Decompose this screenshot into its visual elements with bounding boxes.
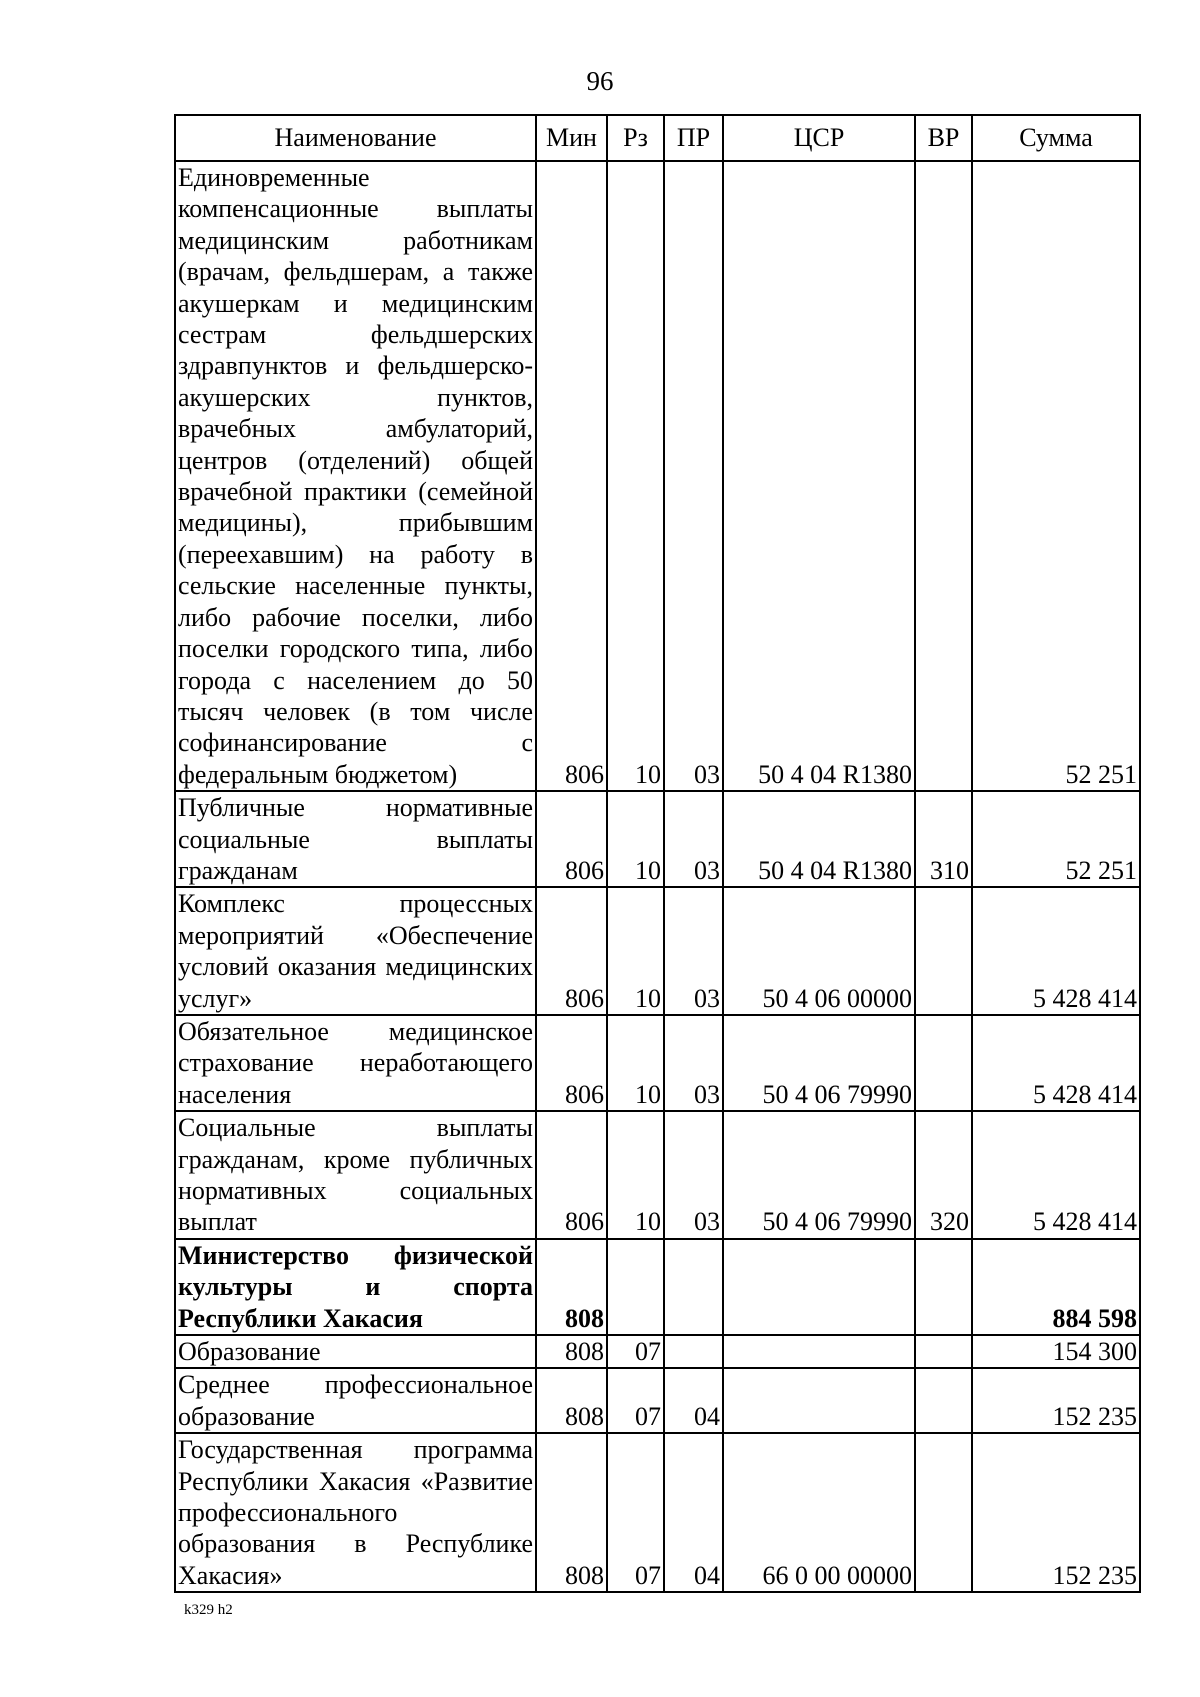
row-vr — [915, 1433, 972, 1592]
row-name: Комплекс процессных мероприятий «Обеспечение условий оказания медицинских услуг» — [175, 887, 536, 1015]
row-csr: 50 4 04 R1380 — [723, 161, 915, 791]
row-min: 806 — [536, 161, 607, 791]
row-csr — [723, 1239, 915, 1335]
row-sum: 152 235 — [972, 1368, 1140, 1433]
row-sum: 5 428 414 — [972, 1111, 1140, 1239]
row-sum: 52 251 — [972, 161, 1140, 791]
table-row — [175, 1335, 1140, 1368]
row-pr — [664, 1239, 723, 1335]
row-pr: 03 — [664, 887, 723, 1015]
row-name: Среднее профессиональное образование — [175, 1368, 536, 1433]
row-name: Государственная программа Республики Хакасия «Развитие профессионального образования в Республике Хакасия» — [175, 1433, 536, 1592]
header-min: Мин — [536, 115, 607, 161]
row-sum: 152 235 — [972, 1433, 1140, 1592]
row-csr — [723, 1335, 915, 1368]
row-name: Образование — [175, 1335, 536, 1368]
row-sum: 154 300 — [972, 1335, 1140, 1368]
row-vr — [915, 1015, 972, 1111]
row-name: Обязательное медицинское страхование неработающего населения — [175, 1015, 536, 1111]
row-rz: 07 — [607, 1368, 664, 1433]
row-rz: 10 — [607, 887, 664, 1015]
row-name: Публичные нормативные социальные выплаты гражданам — [175, 791, 536, 887]
row-min: 808 — [536, 1335, 607, 1368]
row-sum: 52 251 — [972, 791, 1140, 887]
header-vr: ВР — [915, 115, 972, 161]
row-min: 808 — [536, 1239, 607, 1335]
row-vr — [915, 887, 972, 1015]
row-min: 806 — [536, 887, 607, 1015]
row-pr: 03 — [664, 161, 723, 791]
row-rz: 10 — [607, 1015, 664, 1111]
header-rz: Рз — [607, 115, 664, 161]
row-vr: 310 — [915, 791, 972, 887]
row-csr: 66 0 00 00000 — [723, 1433, 915, 1592]
row-rz: 07 — [607, 1335, 664, 1368]
row-vr — [915, 1239, 972, 1335]
table-row — [175, 1368, 1140, 1433]
row-rz: 10 — [607, 1111, 664, 1239]
row-name: Социальные выплаты гражданам, кроме публичных нормативных социальных выплат — [175, 1111, 536, 1239]
row-vr — [915, 1335, 972, 1368]
row-pr: 03 — [664, 1111, 723, 1239]
header-csr: ЦСР — [723, 115, 915, 161]
table-row — [175, 161, 1140, 791]
row-vr: 320 — [915, 1111, 972, 1239]
row-pr: 04 — [664, 1433, 723, 1592]
row-csr: 50 4 06 00000 — [723, 887, 915, 1015]
row-sum: 884 598 — [972, 1239, 1140, 1335]
row-sum: 5 428 414 — [972, 887, 1140, 1015]
table-row — [175, 1433, 1140, 1592]
row-name: Единовременные компенсационные выплаты медицинским работникам (врачам, фельдшерам, а также акушеркам и медицинским сестрам фельдшерских здравпунктов и фельдшерско-акушерских пунктов, врачебных амбулаторий, центров (отделений) общей врачебной практики (семейной медицины), прибывшим (переехавшим) на работу в сельские населенные пункты, либо рабочие поселки, либо поселки городского типа, либо города с населением до 50 тысяч человек (в том числе софинансирование с федеральным бюджетом) — [175, 161, 536, 791]
table-row — [175, 791, 1140, 887]
table-row — [175, 1239, 1140, 1335]
row-rz: 10 — [607, 161, 664, 791]
table-header-row — [175, 115, 1140, 161]
row-vr — [915, 1368, 972, 1433]
row-pr: 04 — [664, 1368, 723, 1433]
row-rz: 07 — [607, 1433, 664, 1592]
table-row — [175, 1111, 1140, 1239]
row-vr — [915, 161, 972, 791]
footer-code: k329 h2 — [184, 1602, 233, 1618]
row-pr: 03 — [664, 791, 723, 887]
row-csr: 50 4 04 R1380 — [723, 791, 915, 887]
row-min: 806 — [536, 791, 607, 887]
row-csr: 50 4 06 79990 — [723, 1111, 915, 1239]
row-pr: 03 — [664, 1015, 723, 1111]
row-sum: 5 428 414 — [972, 1015, 1140, 1111]
row-rz: 10 — [607, 791, 664, 887]
header-name: Наименование — [175, 115, 536, 161]
row-name: Министерство физической культуры и спорта Республики Хакасия — [175, 1239, 536, 1335]
row-rz — [607, 1239, 664, 1335]
header-pr: ПР — [664, 115, 723, 161]
row-min: 808 — [536, 1433, 607, 1592]
row-pr — [664, 1335, 723, 1368]
page-number: 96 — [586, 66, 614, 96]
table-row — [175, 1015, 1140, 1111]
row-csr: 50 4 06 79990 — [723, 1015, 915, 1111]
row-csr — [723, 1368, 915, 1433]
table-row — [175, 887, 1140, 1015]
header-sum: Сумма — [972, 115, 1140, 161]
row-min: 806 — [536, 1111, 607, 1239]
row-min: 806 — [536, 1015, 607, 1111]
budget-table — [174, 114, 1141, 1593]
row-min: 808 — [536, 1368, 607, 1433]
